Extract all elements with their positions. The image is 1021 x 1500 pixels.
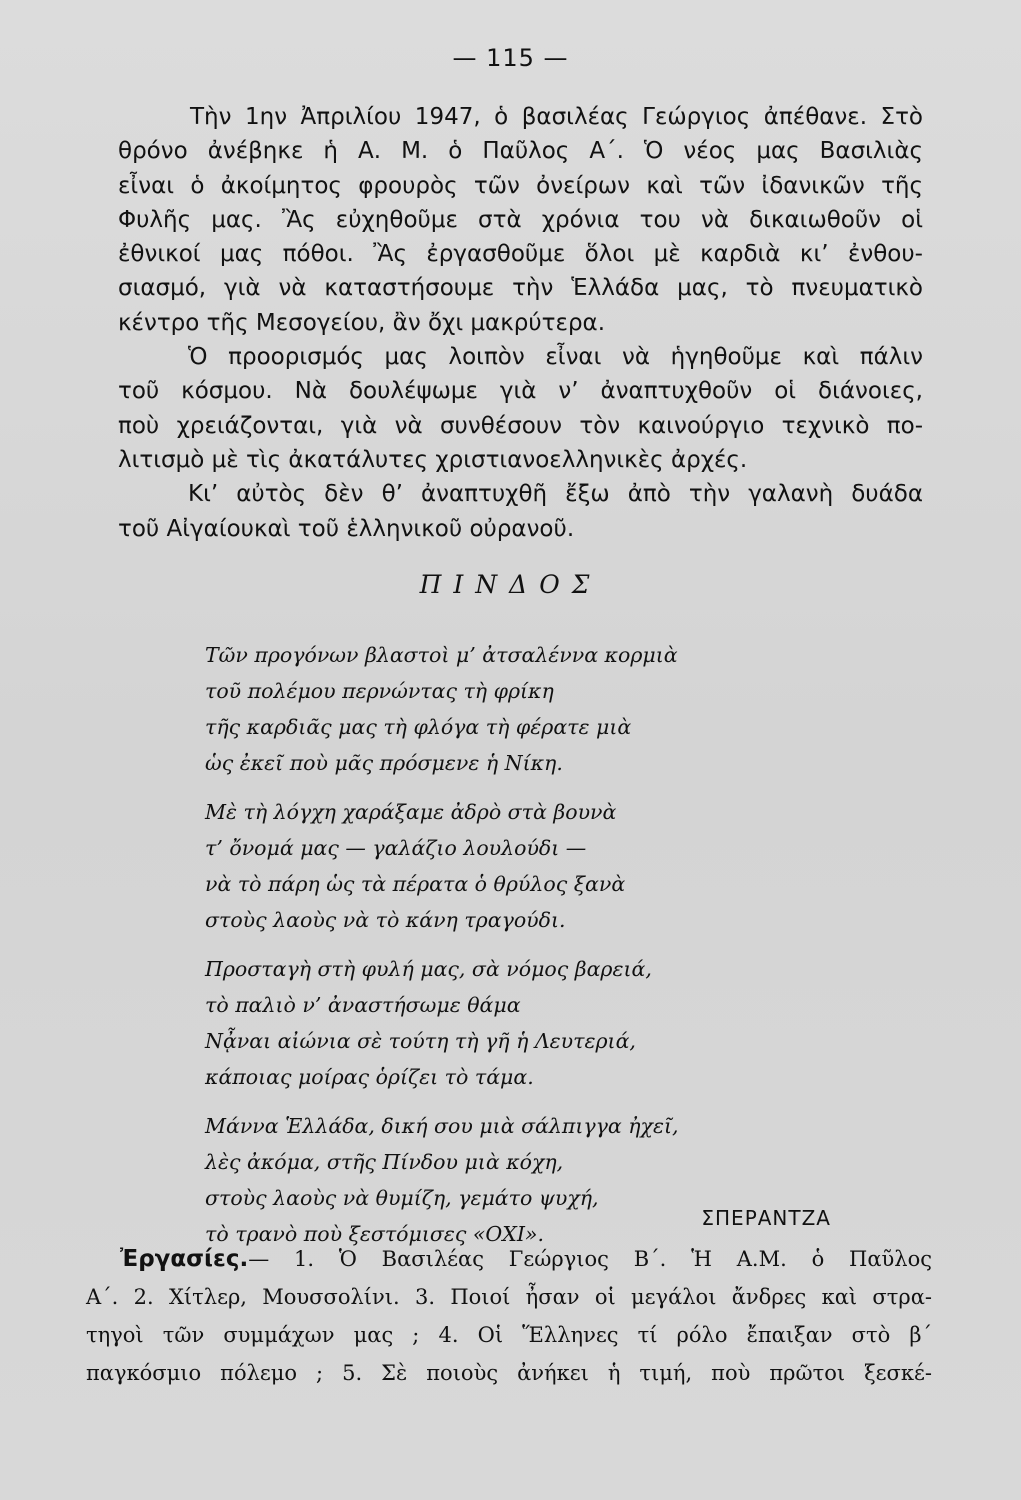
exercise-line: Α΄. 2. Χίτλερ, Μουσσολίνι. 3. Ποιοί ἦσαν οἱ μεγάλοι ἄνδρες καὶ στρα- [86,1285,932,1309]
poem-verse: κάποιας μοίρας ὁρίζει τὸ τάμα. [205,1065,534,1089]
poem-verse: Μὲ τὴ λόγχη χαράξαμε ἀδρὸ στὰ βουνὰ [205,800,617,824]
prose-line: τοῦ Αἰγαίουκαὶ τοῦ ἑλληνικοῦ οὐρανοῦ. [118,515,575,542]
poem [205,637,825,1265]
poem-verse: τὸ παλιὸ ν’ ἀναστήσωμε θάμα [205,993,521,1017]
prose-line: ποὺ χρειάζονται, γιὰ νὰ συνθέσουν τὸν καινούργιο τεχνικὸ πο- [118,412,923,439]
exercise-text: — 1. Ὁ Βασιλέας Γεώργιος Β΄. Ἡ Α.Μ. ὁ Παῦλος [248,1247,932,1271]
poem-stanza [205,951,825,1095]
poem-stanza [205,637,825,781]
poem-verse: Προσταγὴ στὴ φυλή μας, σὰ νόμος βαρειά, [205,957,652,981]
poem-verse: στοὺς λαοὺς νὰ τὸ κάνη τραγούδι. [205,908,566,932]
poem-verse: λὲς ἀκόμα, στῆς Πίνδου μιὰ κόχη, [205,1150,564,1174]
poem-verse: Μάννα Ἑλλάδα, δική σου μιὰ σάλπιγγα ἠχεῖ, [205,1114,679,1138]
poem-verse: τοῦ πολέμου περνώντας τὴ φρίκη [205,679,554,703]
poem-verse: Τῶν προγόνων βλαστοὶ μ’ ἀτσαλέννα κορμιὰ [205,643,678,667]
prose-line: θρόνο ἀνέβηκε ἡ Α. Μ. ὁ Παῦλος Α΄. Ὁ νέος μας Βασιλιὰς [118,138,923,165]
poem-stanza [205,794,825,938]
prose-line: τοῦ κόσμου. Νὰ δουλέψωμε γιὰ ν’ ἀναπτυχθοῦν οἱ διάνοιες, [118,378,923,405]
prose-line: Φυλῆς μας. Ἂς εὐχηθοῦμε στὰ χρόνια του νὰ δικαιωθοῦν οἱ [118,206,923,233]
exercise-line [86,1240,932,1278]
poem-author: ΣΠΕΡΑΝΤΖΑ [701,1206,831,1230]
poem-verse: νὰ τὸ πάρη ὡς τὰ πέρατα ὁ θρύλος ξανὰ [205,872,626,896]
poem-title: ΠΙΝΔΟΣ [419,570,602,599]
prose-text [118,100,923,546]
exercise-line: τηγοὶ τῶν συμμάχων μας ; 4. Οἱ Ἕλληνες τί ρόλο ἔπαιξαν στὸ β΄ [86,1323,932,1347]
prose-line: λιτισμὸ μὲ τὶς ἀκατάλυτες χριστιανοελληνικὲς ἀρχές. [118,446,748,473]
prose-line: Κι’ αὐτὸς δὲν θ’ ἀναπτυχθῆ ἔξω ἀπὸ τὴν γαλανὴ δυάδα [188,481,923,508]
exercise-line: παγκόσμιο πόλεμο ; 5. Σὲ ποιοὺς ἀνήκει ἡ τιμή, ποὺ πρῶτοι ξεσκέ- [86,1361,932,1385]
page-number: — 115 — [452,44,569,72]
prose-line: Τὴν 1ην Ἀπριλίου 1947, ὁ βασιλέας Γεώργιος ἀπέθανε. Στὸ [190,104,923,130]
poem-verse: τῆς καρδιᾶς μας τὴ φλόγα τὴ φέρατε μιὰ [205,715,632,739]
poem-verse: τ’ ὄνομά μας — γαλάζιο λουλούδι — [205,836,587,860]
prose-line: εἶναι ὁ ἀκοίμητος φρουρὸς τῶν ὀνείρων καὶ τῶν ἰδανικῶν τῆς [118,172,923,199]
exercises-section [86,1240,932,1392]
exercises-heading: Ἐργασίες. [120,1246,249,1272]
poem-verse: Νᾆναι αἰώνια σὲ τούτη τὴ γῆ ἡ Λευτεριά, [205,1029,636,1053]
prose-line: ἐθνικοί μας πόθοι. Ἂς ἐργασθοῦμε ὅλοι μὲ καρδιὰ κι’ ἐνθου- [118,241,923,268]
poem-verse: ὡς ἐκεῖ ποὺ μᾶς πρόσμενε ἡ Νίκη. [205,751,563,775]
prose-line: κέντρο τῆς Μεσογείου, ἂν ὄχι μακρύτερα. [118,309,606,336]
poem-verse: τὸ τρανὸ ποὺ ξεστόμισες «ΟΧΙ». [205,1222,544,1246]
poem-stanza [205,1108,825,1252]
poem-verse: στοὺς λαοὺς νὰ θυμίζη, γεμάτο ψυχή, [205,1186,599,1210]
prose-line: Ὁ προορισμός μας λοιπὸν εἶναι νὰ ἡγηθοῦμε καὶ πάλιν [188,344,923,371]
prose-line: σιασμό, γιὰ νὰ καταστήσουμε τὴν Ἑλλάδα μας, τὸ πνευματικὸ [118,275,923,302]
